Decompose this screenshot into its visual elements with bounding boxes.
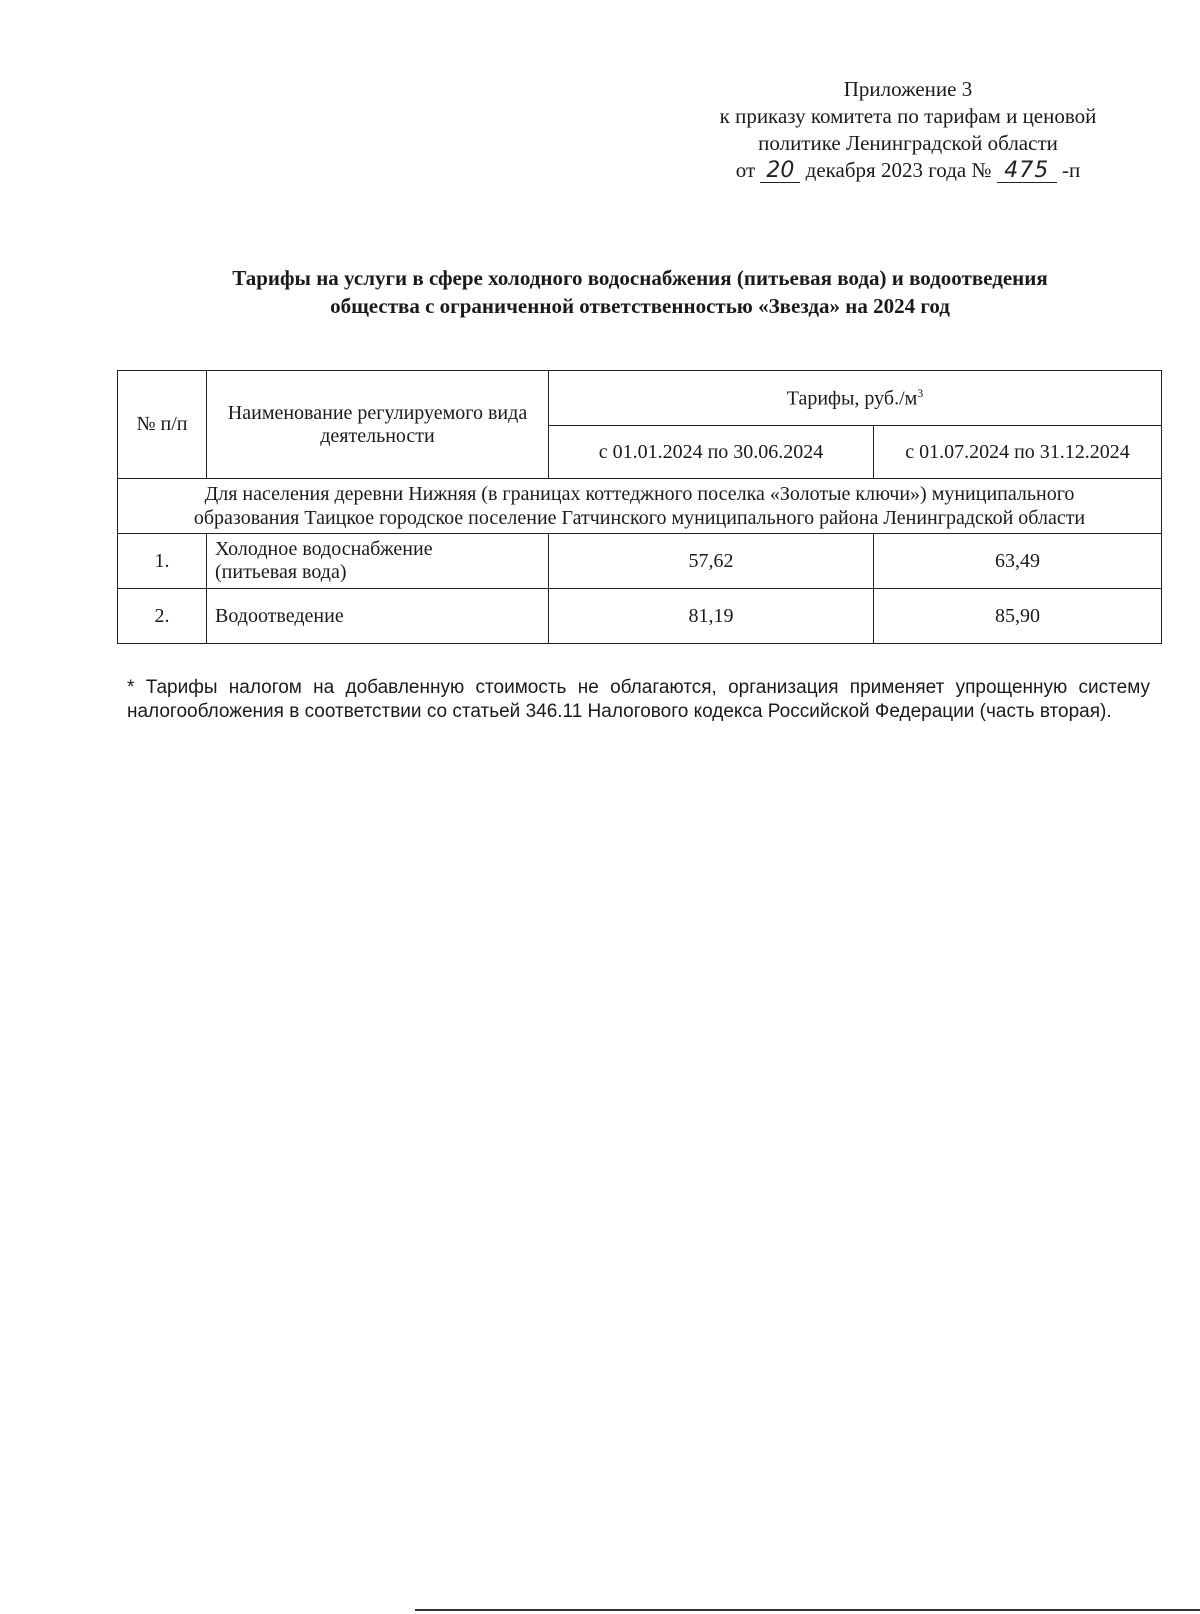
header-activity-name-text: Наименование регулируемого вида деятельности	[227, 401, 528, 447]
header-period-2: с 01.07.2024 по 31.12.2024	[874, 426, 1162, 479]
handwritten-day: 20	[760, 160, 800, 183]
document-title	[120, 264, 1160, 320]
group-caption	[118, 479, 1162, 534]
table-row	[118, 589, 1162, 644]
header-tariffs-superscript: 3	[917, 385, 924, 400]
row-activity-name-line-1: Водоотведение	[215, 604, 344, 627]
appendix-block	[668, 76, 1148, 184]
row-tariff-period-2: 85,90	[874, 589, 1162, 644]
table-row	[118, 534, 1162, 589]
row-number: 2.	[118, 589, 207, 644]
appendix-authority-line: политике Ленинградской области	[758, 131, 1058, 155]
date-middle: декабря 2023 года №	[805, 158, 992, 182]
header-tariffs	[549, 371, 1162, 426]
group-caption-line-1: Для населения деревни Нижняя (в границах коттеджного поселка «Золотые ключи») муниципального	[204, 483, 1075, 505]
appendix-title: Приложение 3	[843, 77, 973, 101]
header-tariffs-text: Тарифы, руб./м	[786, 387, 918, 410]
appendix-date-line	[668, 157, 1148, 184]
row-number: 1.	[118, 534, 207, 589]
row-tariff-period-1: 57,62	[549, 534, 874, 589]
appendix-order-line: к приказу комитета по тарифам и ценовой	[719, 104, 1097, 128]
header-number: № п/п	[118, 371, 207, 479]
title-line-1: Тарифы на услуги в сфере холодного водоснабжения (питьевая вода) и водоотведения	[232, 266, 1048, 290]
table-group-row	[118, 479, 1162, 534]
tax-footnote: * Тарифы налогом на добавленную стоимость не облагаются, организация применяет упрощенную систему налогообложения в соответствии со статьей 346.11 Налогового кодекса Российской Федерации (часть вторая).	[127, 677, 1150, 722]
header-period-1: с 01.01.2024 по 30.06.2024	[549, 426, 874, 479]
date-suffix: -п	[1062, 158, 1081, 182]
tariff-table	[117, 370, 1162, 644]
handwritten-order-number: 475	[997, 160, 1057, 183]
table-header-row	[118, 371, 1162, 426]
row-activity-name-line-1: Холодное водоснабжение	[215, 538, 433, 560]
row-activity-name	[207, 589, 549, 644]
bottom-rule	[415, 1609, 1200, 1611]
group-caption-line-2: образования Таицкое городское поселение Гатчинского муниципального района Ленинградской области	[193, 507, 1086, 529]
header-activity-name	[207, 371, 549, 479]
row-tariff-period-1: 81,19	[549, 589, 874, 644]
row-tariff-period-2: 63,49	[874, 534, 1162, 589]
row-activity-name-line-2: (питьевая вода)	[215, 561, 347, 583]
date-prefix: от	[735, 158, 756, 182]
row-activity-name	[207, 534, 549, 589]
title-line-2: общества с ограниченной ответственностью «Звезда» на 2024 год	[330, 294, 950, 318]
